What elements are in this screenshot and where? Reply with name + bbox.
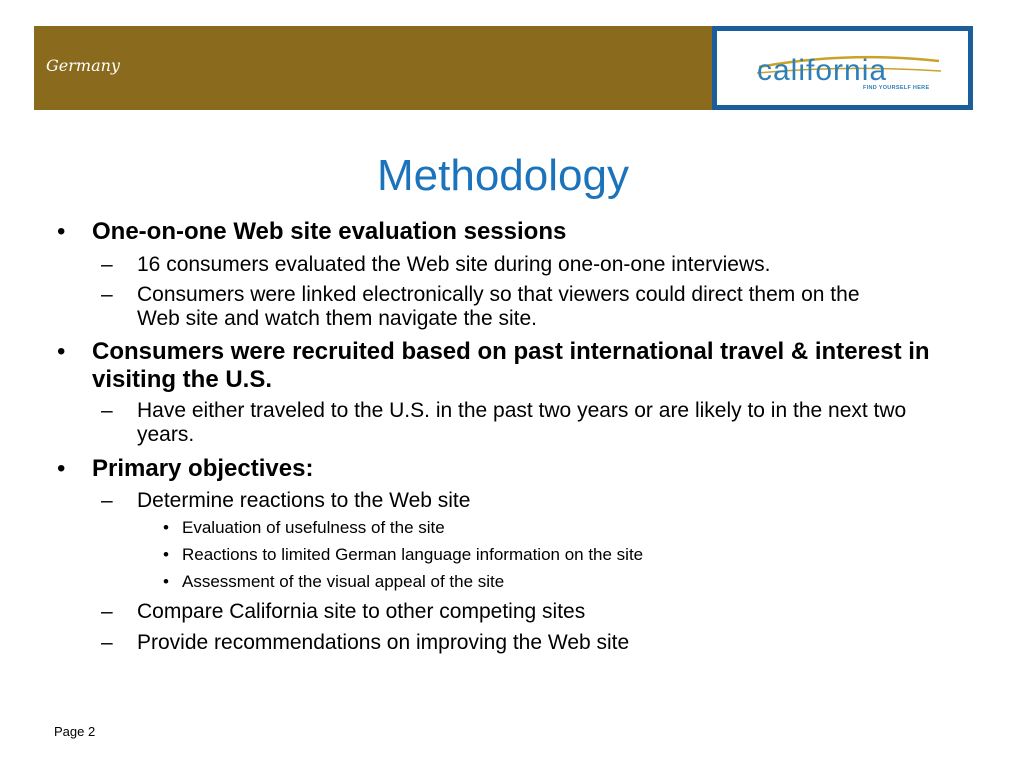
california-logo-icon [717, 31, 968, 105]
dash-marker: – [101, 399, 113, 422]
bullet-text: Primary objectives: [92, 455, 314, 482]
header-banner [34, 26, 973, 110]
banner-gold-panel [34, 26, 712, 110]
california-logo [717, 31, 968, 105]
bullet-marker: • [163, 518, 169, 537]
sub-sub-bullet-item [163, 544, 644, 566]
banner-blue-panel [712, 26, 973, 110]
country-label: Germany [46, 56, 120, 75]
bullet-marker: • [163, 545, 169, 564]
sub-bullet-item [101, 283, 897, 331]
dash-marker: – [101, 253, 113, 276]
bullet-marker: • [57, 338, 66, 365]
slide-title: Methodology [377, 151, 629, 200]
bullet-marker: • [57, 218, 66, 245]
sub-bullet-item [101, 489, 471, 513]
sub-bullet-text: Have either traveled to the U.S. in the past two years or are likely to in the next two years. [137, 399, 907, 446]
bullet-item [57, 455, 314, 483]
bullet-marker: • [163, 572, 169, 591]
bullet-text: One-on-one Web site evaluation sessions [92, 218, 567, 245]
sub-bullet-text: Provide recommendations on improving the Web site [137, 631, 630, 654]
sub-sub-bullet-text: Evaluation of usefulness of the site [182, 518, 445, 537]
logo-tagline: FIND YOURSELF HERE [863, 85, 930, 91]
sub-bullet-item [101, 399, 937, 447]
dash-marker: – [101, 600, 113, 623]
page-number: Page 2 [54, 724, 96, 739]
dash-marker: – [101, 631, 113, 654]
sub-sub-bullet-item [163, 517, 445, 539]
bullet-item [57, 338, 932, 394]
sub-bullet-item [101, 631, 630, 655]
sub-bullet-text: Consumers were linked electronically so that viewers could direct them on the Web site and watch them navigate the site. [137, 283, 860, 330]
bullet-marker: • [57, 455, 66, 482]
sub-bullet-text: Compare California site to other competing sites [137, 600, 586, 623]
bullet-text: Consumers were recruited based on past international travel & interest in visiting the U.S. [92, 338, 930, 393]
sub-bullet-text: 16 consumers evaluated the Web site during one-on-one interviews. [137, 253, 771, 276]
sub-bullet-item [101, 600, 586, 624]
sub-bullet-item [101, 253, 957, 277]
dash-marker: – [101, 283, 113, 306]
logo-wordmark: california [757, 54, 888, 87]
bullet-item [57, 218, 567, 246]
sub-sub-bullet-item [163, 571, 505, 593]
sub-bullet-text: Determine reactions to the Web site [137, 489, 471, 512]
sub-sub-bullet-text: Assessment of the visual appeal of the site [182, 572, 505, 591]
sub-sub-bullet-text: Reactions to limited German language information on the site [182, 545, 644, 564]
dash-marker: – [101, 489, 113, 512]
